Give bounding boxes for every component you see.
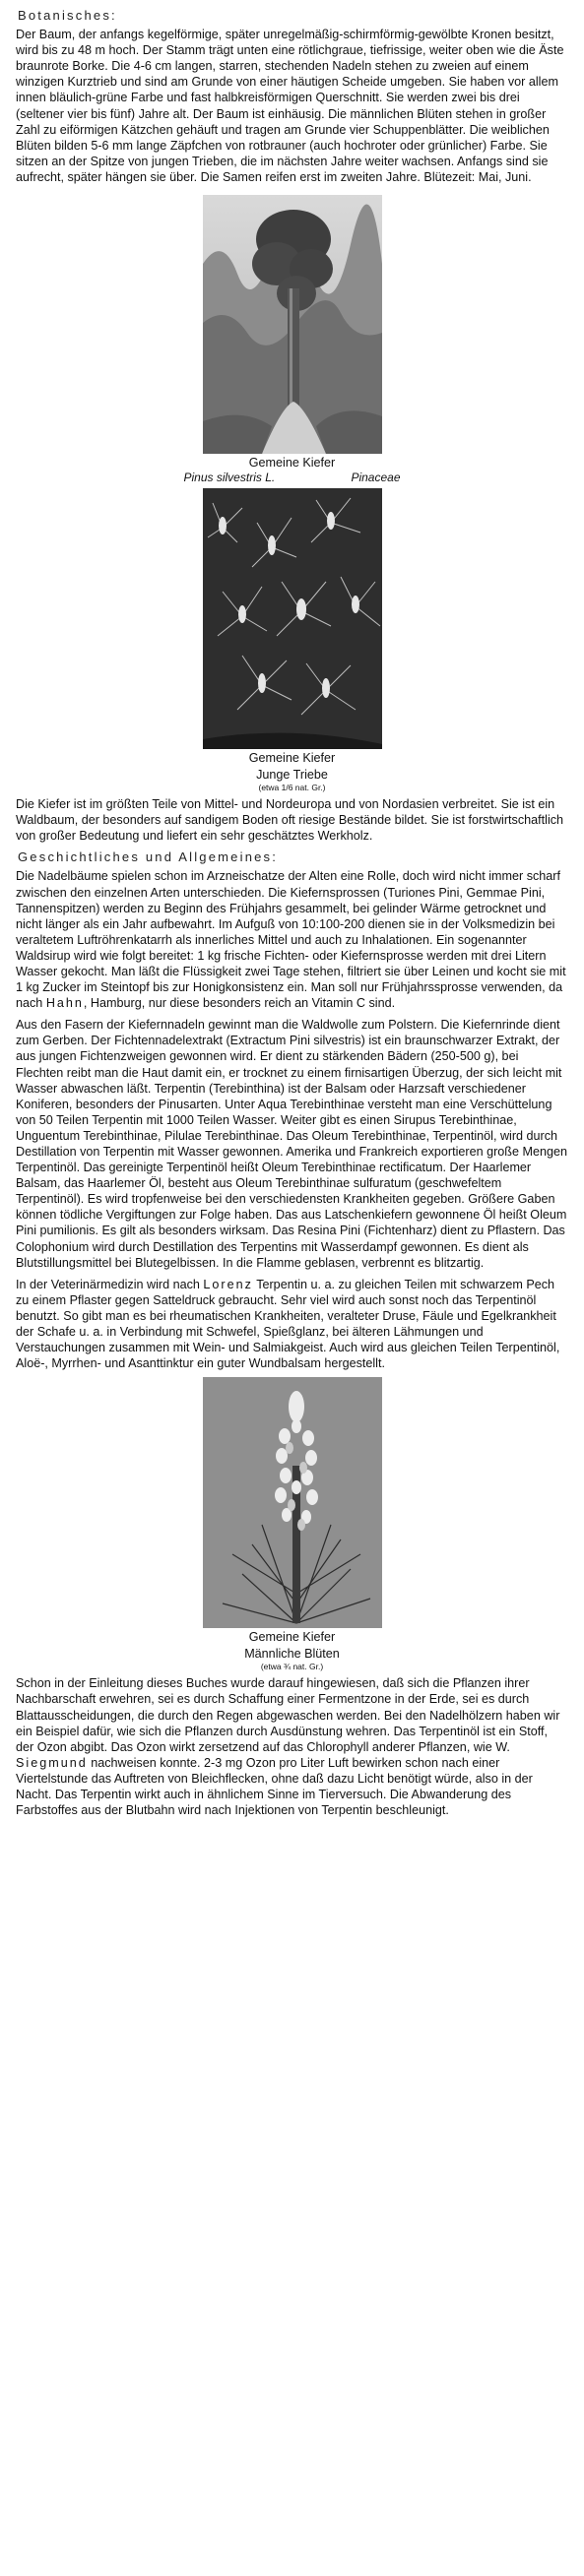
author-name-hahn: Hahn	[45, 996, 84, 1011]
figure-tree-family: Pinaceae	[351, 471, 401, 485]
figure-flowers	[16, 1377, 568, 1671]
author-name-siegmund: Siegmund	[16, 1755, 88, 1770]
figure-shoots	[16, 488, 568, 792]
page	[16, 0, 568, 1818]
figure-shoots-title: Gemeine Kiefer	[248, 751, 336, 766]
history3-text-b: Terpentin u. a. zu gleichen Teilen mit schwarzem Pech zu einem Pflaster gegen Satteldruck gebraucht. Sehr viel wird auch sonst noch das Terpentinöl benutzt. So gibt man es bei rheumatischen Krankheiten, veralteter Druse, Fäule und Egelkrankheit der Schafe u. a. in Verbindung mit Schwefel, Spießglanz, bei älteren Lähmungen und Verstauchungen zusammen mit Wein- und Salmiakgeist. Auch wird aus gleichen Teilen Terpentinöl, Aloë-, Myrrhen- und Asanttinktur ein guter Wundbalsam hergestellt.	[16, 1277, 560, 1371]
author-name-lorenz: Lorenz	[203, 1277, 253, 1291]
figure-tree	[16, 195, 568, 484]
paragraph-final	[16, 1675, 568, 1818]
paragraph-history-2: Aus den Fasern der Kiefernnadeln gewinnt man die Waldwolle zum Polstern. Die Kiefernrinde dient zum Gerben. Der Fichtennadelextrakt (Extractum Pini silvestris) ist ein braunschwarzer Extrakt, der aus jungen Fichtenzweigen gewonnen wird. Er dient zu stärkenden Bädern (250-500 g), bei Flechten reibt man die Haut damit ein, er trocknet zu einem firnisartigen Überzug, der sich leicht mit Wasser abwaschen läßt. Terpentin (Terebinthina) ist der Balsam oder Harzsaft verschiedener Koniferen, besonders der Pinusarten. Unter Aqua Terebinthinae versteht man eine Verschüttelung von 50 Teilen Terpentin mit 1000 Teilen Wasser. Weiter gibt es einen Sirupus Terebinthinae, Unguentum Terebinthinae, Pilulae Terebinthinae. Das Oleum Terebinthinae, Terpentinöl, wird durch Destillation von Terpentin mit Wasser gewonnen. Amerika und Frankreich exportieren große Mengen Terpentinöl. Das gereinigte Terpentinöl heißt Oleum Terebinthinae rectificatum. Der Haarlemer Balsam, das Haarlemer Öl, besteht aus Oleum Terebinthinae sulfuratum (geschwefeltem Terpentinöl). Es wird tropfenweise bei den verschiedensten Krankheiten gegeben. Größere Gaben können tödliche Vergiftungen zur Folge haben. Das aus Latschenkiefern gewonnene Öl heißt Oleum Pini pumilionis. Es gilt als besonders wirksam. Das Resina Pini (Fichtenharz) dient zu Pflastern. Das Colophonium wird durch Destillation des Terpentins mit Wasserdampf gewonnen. Es dient als Blutstillungsmittel bei Blutegelbissen. In die Flamme geblasen, verbrennt es blitzartig.	[16, 1018, 568, 1270]
history1-text-a: Die Nadelbäume spielen schon im Arzneischatze der Alten eine Rolle, doch wird nicht immer scharf zwischen den einzelnen Arten unterschieden. Die Kiefernsprossen (Turiones Pini, Gemmae Pini, Tannenspitzen) werden zu Beginn des Frühjahrs gesammelt, bei gelinder Wärme getrocknet und nicht länger als ein Jahr aufbewahrt. Im Aufguß von 10:100-200 dienen sie in der Volksmedizin bei veraltetem Luftröhrenkatarrh als innerliches Mittel und auch zu Inhalationen. Ein sogenannter Waldsirup wird wie folgt bereitet: 1 kg frische Fichten- oder Kiefernsprosse werden mit drei Litern Wasser gekocht. Man läßt die Flüssigkeit zwei Tage stehen, filtriert sie über Leinen und kocht sie mit 1 kg Zucker im Steintopf bis zur Honigkonsistenz ein. Man soll nur Frühjahrssprosse verwenden, da nach	[16, 869, 566, 1011]
figure-flowers-title: Gemeine Kiefer	[248, 1630, 336, 1645]
figure-flowers-subtitle: Männliche Blüten	[244, 1647, 340, 1662]
pine-shoots-image	[203, 488, 382, 749]
figure-shoots-scale: (etwa 1/6 nat. Gr.)	[258, 783, 326, 793]
paragraph-history-3	[16, 1277, 568, 1372]
paragraph-history-1	[16, 868, 568, 1011]
paragraph-distribution: Die Kiefer ist im größten Teile von Mittel- und Nordeuropa und von Nordasien verbreitet. Sie ist ein Waldbaum, der besonders auf sandigem Boden oft riesige Bestände bildet. Sie ist forstwirtschaftlich von großer Bedeutung und liefert ein sehr geschätztes Werkholz.	[16, 797, 564, 844]
pine-flowers-image	[203, 1377, 382, 1628]
figure-tree-title: Gemeine Kiefer	[248, 456, 336, 471]
pine-tree-image	[203, 195, 382, 454]
final-text-b: nachweisen konnte. 2-3 mg Ozon pro Liter Luft bewirken schon nach einer Viertelstunde das Auftreten von Bleichflecken, ohne daß dazu Licht benötigt würde, also in der Nacht. Das Terpentin wirkt auch in ähnlichem Sinne im Tierversuch. Die Abwanderung des Farbstoffes aus der Blutbahn wird nach Injektionen von Terpentin beschleunigt.	[16, 1755, 533, 1818]
figure-flowers-scale: (etwa ¾ nat. Gr.)	[260, 1662, 324, 1672]
figure-tree-latin-name: Pinus silvestris L.	[183, 471, 276, 485]
history3-text-a: In der Veterinärmedizin wird nach	[16, 1277, 204, 1291]
final-text-a: Schon in der Einleitung dieses Buches wurde darauf hingewiesen, daß sich die Pflanzen ihrer Nachbarschaft erwehren, sei es durch Schaffung einer Fermentzone in der Erde, sei es durch Blattausscheidungen, die durch den Regen abgewaschen werden. Bei den Nadelhölzern haben wir ein Beispiel dafür, wie sich die Pflanzen durch Ausdünstung wehren. Das Terpentinöl ist ein Stoff, der Ozon abgibt. Das Ozon wirkt zersetzend auf das Chlorophyll anderer Pflanzen, wie W.	[16, 1676, 560, 1754]
figure-shoots-subtitle: Junge Triebe	[256, 768, 328, 783]
section-heading-botanical: Botanisches:	[18, 8, 117, 23]
figure-tree-botanical-name	[184, 471, 401, 484]
section-heading-history: Geschichtliches und Allgemeines:	[18, 849, 279, 865]
paragraph-botanical: Der Baum, der anfangs kegelförmige, später unregelmäßig-schirmförmig-gewölbte Kronen besitzt, wird bis zu 48 m hoch. Der Stamm trägt unten eine rötlichgraue, tiefrissige, weiter oben wie die Äste braunrote Borke. Die 4-6 cm langen, starren, stechenden Nadeln stehen zu zweien auf einem winzigen Kurztrieb und sind am Grunde von einer häutigen Scheide umgeben. Sie haben vor allem innen bläulich-grüne Farbe und fast halbkreisförmigen Querschnitt. Sie werden zwei bis drei (seltener vier bis fünf) Jahre alt. Der Baum ist einhäusig. Die männlichen Blüten stehen in großer Zahl zu eiförmigen Kätzchen gehäuft und tragen am Grunde vier Schuppenblätter. Die weiblichen Blüten bilden 5-6 mm lange Zäpfchen von rotbrauner (auch hochroter oder grünlicher) Farbe. Sie sitzen an der Spitze von jungen Trieben, die im nächsten Jahre weiter wachsen. Anfangs sind sie aufrecht, später hängen sie über. Die Samen reifen erst im zweiten Jahre. Blütezeit: Mai, Juni.	[16, 28, 564, 184]
history1-text-b: , Hamburg, nur diese besonders reich an Vitamin C sind.	[83, 996, 396, 1011]
